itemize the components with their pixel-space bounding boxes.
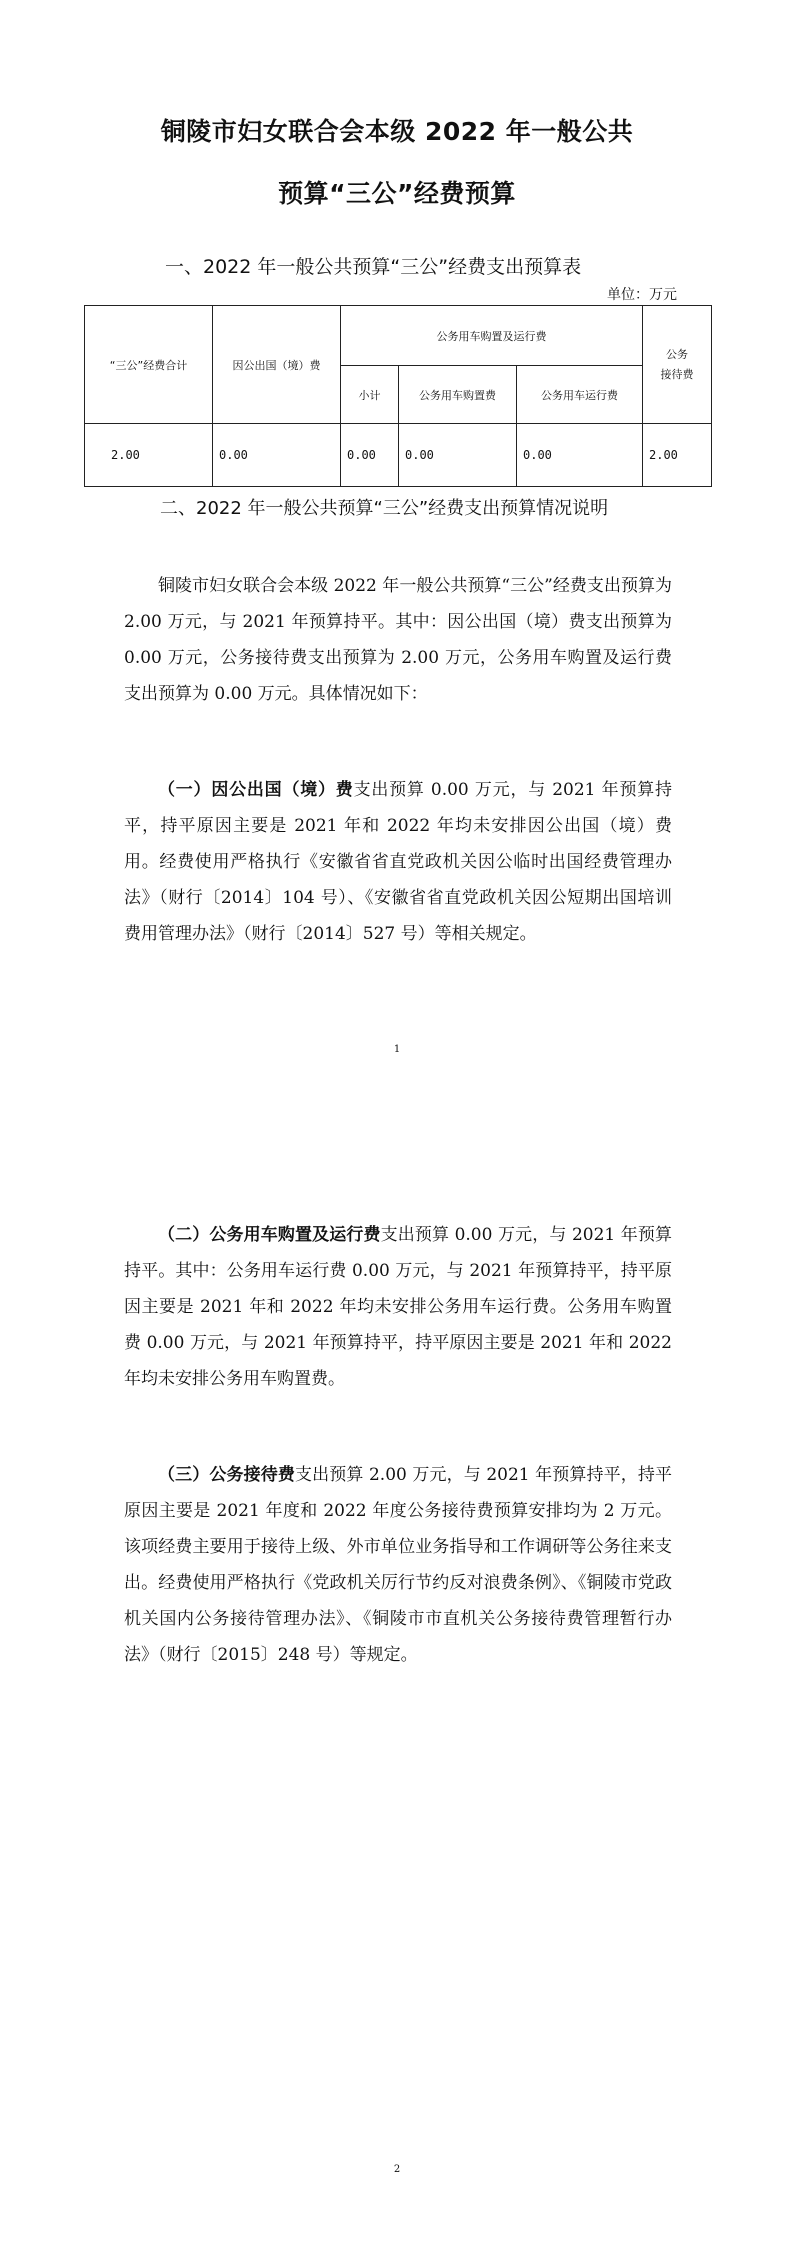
header-reception bbox=[643, 306, 712, 424]
header-abroad: 因公出国（境）费 bbox=[213, 306, 341, 424]
page-number-2: 2 bbox=[393, 2164, 401, 2175]
cell-reception: 2.00 bbox=[643, 424, 712, 487]
item-3-text: 支出预算 2.00 万元，与 2021 年预算持平，持平原因主要是 2021 年度和 2022 年度公务接待费预算安排均为 2 万元。该项经费主要用于接待上级、外市单位业务指导和工作调研等公务往来支出。经费使用严格执行《党政机关厉行节约反对浪费条例》、《铜陵市党政机关国内公务接待管理办法》、《铜陵市市直机关公务接待费管理暂行办法》（财行〔2015〕248 号）等规定。 bbox=[124, 1465, 672, 1665]
intro-paragraph: 铜陵市妇女联合会本级 2022 年一般公共预算“三公”经费支出预算为 2.00 万元，与 2021 年预算持平。其中：因公出国（境）费支出预算为 0.00 万元，公务接待费支出预算为 2.00 万元，公务用车购置及运行费支出预算为 0.00 万元。具体情况如下： bbox=[124, 576, 672, 704]
cell-abroad: 0.00 bbox=[213, 424, 341, 487]
page-number-1: 1 bbox=[393, 1044, 401, 1055]
header-operation: 公务用车运行费 bbox=[517, 366, 643, 424]
cell-purchase: 0.00 bbox=[399, 424, 517, 487]
section-2-heading: 二、2022 年一般公共预算“三公”经费支出预算情况说明 bbox=[160, 498, 609, 519]
header-subtotal: 小计 bbox=[341, 366, 399, 424]
header-total: “三公”经费合计 bbox=[85, 306, 213, 424]
header-reception-line1: 公务 bbox=[666, 347, 688, 361]
section-1-heading: 一、2022 年一般公共预算“三公”经费支出预算表 bbox=[165, 256, 582, 278]
item-3-paragraph bbox=[124, 1457, 672, 1673]
cell-operation: 0.00 bbox=[517, 424, 643, 487]
item-2-paragraph bbox=[124, 1217, 672, 1397]
cell-subtotal: 0.00 bbox=[341, 424, 399, 487]
table-row bbox=[85, 424, 712, 487]
item-1-text: 支出预算 0.00 万元，与 2021 年预算持平，持平原因主要是 2021 年和 2022 年均未安排因公出国（境）费用。经费使用严格执行《安徽省省直党政机关因公临时出国经费管理办法》（财行〔2014〕104 号）、《安徽省省直党政机关因公短期出国培训费用管理办法》（财行〔2014〕527 号）等相关规定。 bbox=[124, 780, 672, 944]
cell-total: 2.00 bbox=[85, 424, 213, 487]
item-1-label: （一）因公出国（境）费 bbox=[158, 780, 354, 800]
header-purchase: 公务用车购置费 bbox=[399, 366, 517, 424]
document-title-line-2: 预算“三公”经费预算 bbox=[278, 179, 516, 208]
header-vehicle-group: 公务用车购置及运行费 bbox=[341, 306, 643, 366]
item-2-text: 支出预算 0.00 万元，与 2021 年预算持平。其中：公务用车运行费 0.00 万元，与 2021 年预算持平，持平原因主要是 2021 年和 2022 年均未安排公务用车运行费。公务用车购置费 0.00 万元，与 2021 年预算持平，持平原因主要是 2021 年和 2022 年均未安排公务用车购置费。 bbox=[124, 1225, 673, 1389]
item-3-label: （三）公务接待费 bbox=[158, 1465, 295, 1485]
unit-label: 单位：万元 bbox=[607, 287, 677, 303]
item-2-label: （二）公务用车购置及运行费 bbox=[158, 1225, 381, 1245]
document-title-line-1: 铜陵市妇女联合会本级 2022 年一般公共 bbox=[160, 117, 634, 146]
item-1-paragraph bbox=[124, 772, 672, 952]
budget-table bbox=[84, 305, 712, 487]
header-reception-line2: 接待费 bbox=[660, 367, 694, 381]
